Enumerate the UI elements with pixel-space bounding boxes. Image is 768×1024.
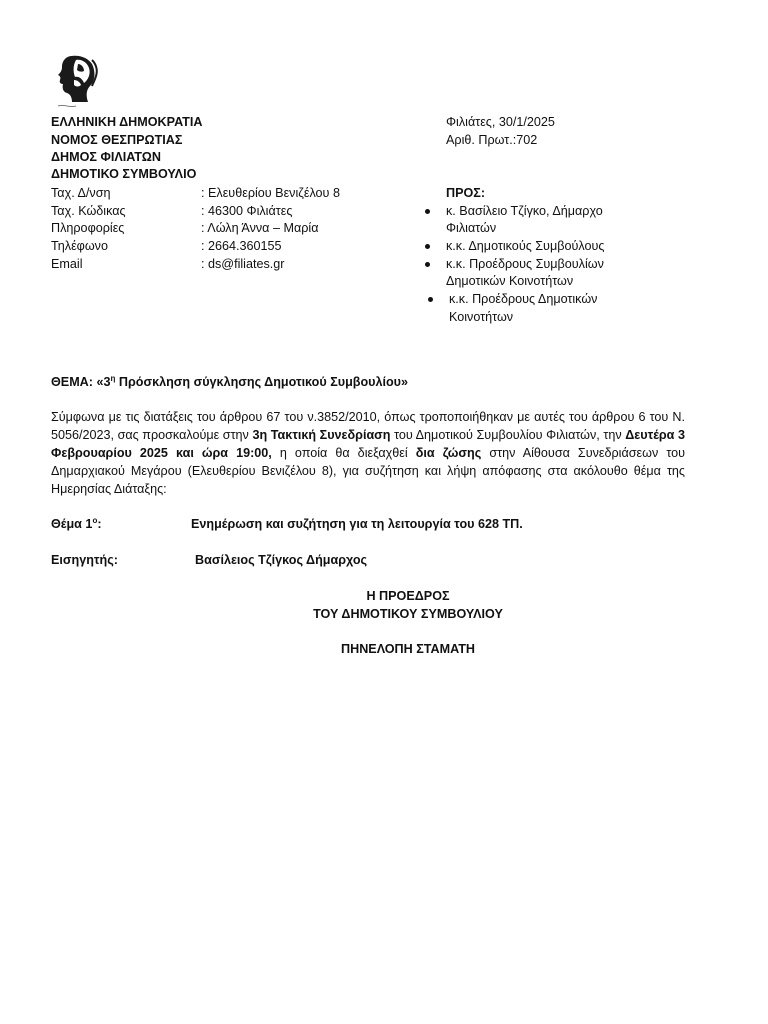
rapporteur-label: Εισηγητής:: [51, 553, 118, 567]
signature-title-1: Η ΠΡΟΕΔΡΟΣ: [366, 589, 450, 603]
protocol-number: Αριθ. Πρωτ.:702: [446, 133, 538, 147]
contact-value-address: : Ελευθερίου Βενιζέλου 8: [201, 186, 340, 200]
subject-line: ΘΕΜΑ: «$3^\eta$ Πρόσκληση σύγκλησης Δημοτικού Συμβουλίου»: [51, 373, 409, 389]
org-line-municipality: ΔΗΜΟΣ ΦΙΛΙΑΤΩΝ: [51, 150, 161, 164]
recipient-community-council-presidents-cont: Δημοτικών Κοινοτήτων: [446, 274, 574, 288]
rapporteur-name: Βασίλειος Τζίγκος Δήμαρχος: [195, 553, 368, 567]
org-line-republic: ΕΛΛΗΝΙΚΗ ΔΗΜΟΚΡΑΤΙΑ: [51, 115, 203, 129]
recipient-mayor: κ. Βασίλειο Τζίγκο, Δήμαρχο: [446, 204, 603, 218]
topic-text: Ενημέρωση και συζήτηση για τη λειτουργία του 628 ΤΠ.: [191, 517, 523, 531]
document-date: Φιλιάτες, 30/1/2025: [446, 115, 555, 129]
topic-label: Θέμα $1^o$:: [51, 515, 102, 531]
contact-label-email: Email: [51, 257, 83, 271]
bullet-icon: [425, 244, 430, 249]
contact-label-info: Πληροφορίες: [51, 221, 125, 235]
recipient-mayor-cont: Φιλιατών: [446, 221, 497, 235]
recipient-community-council-presidents: κ.κ. Προέδρους Συμβουλίων: [446, 257, 604, 271]
signature-title-2: ΤΟΥ ΔΗΜΟΤΙΚΟΥ ΣΥΜΒΟΥΛΙΟΥ: [313, 607, 503, 621]
recipient-community-presidents-cont: Κοινοτήτων: [449, 310, 514, 324]
bullet-icon: [425, 262, 430, 267]
org-line-prefecture: ΝΟΜΟΣ ΘΕΣΠΡΩΤΙΑΣ: [51, 133, 183, 147]
recipient-councillors: κ.κ. Δημοτικούς Συμβούλους: [446, 239, 605, 253]
municipality-logo: [48, 50, 112, 114]
contact-label-phone: Τηλέφωνο: [51, 239, 108, 253]
recipients-title: ΠΡΟΣ:: [446, 186, 486, 200]
signatory-name: ΠΗΝΕΛΟΠΗ ΣΤΑΜΑΤΗ: [341, 642, 475, 656]
body-paragraph: Σύμφωνα με τις διατάξεις του άρθρου 67 του ν.3852/2010, όπως τροποποιήθηκαν με αυτές του άρθρου 6 του Ν. 5056/2023, σας προσκαλούμε στην 3η Τακτική Συνεδρίαση του Δημοτικού Συμβουλίου Φιλιατών, την Δευτέρα 3 Φεβρουαρίου 2025 και ώρα 19:00, η οποία θα διεξαχθεί δια ζώσης στην Αίθουσα Συνεδριάσεων του Δημαρχιακού Μεγάρου (Ελευθερίου Βενιζέλου 8), για συζήτηση και λήψη απόφασης στα ακόλουθο θέμα της Ημερησίας Διάταξης:: [51, 410, 686, 496]
contact-label-postcode: Ταχ. Κώδικας: [51, 204, 126, 218]
bullet-icon: [428, 297, 433, 302]
contact-value-info: : Λώλη Άννα – Μαρία: [201, 221, 319, 235]
contact-value-postcode: : 46300 Φιλιάτες: [201, 204, 293, 218]
contact-value-email: : ds@filiates.gr: [201, 257, 285, 271]
org-line-council: ΔΗΜΟΤΙΚΟ ΣΥΜΒΟΥΛΙΟ: [51, 167, 197, 181]
recipient-community-presidents: κ.κ. Προέδρους Δημοτικών: [449, 292, 598, 306]
contact-label-address: Ταχ. Δ/νση: [51, 186, 111, 200]
bullet-icon: [425, 209, 430, 214]
contact-value-phone: : 2664.360155: [201, 239, 282, 253]
